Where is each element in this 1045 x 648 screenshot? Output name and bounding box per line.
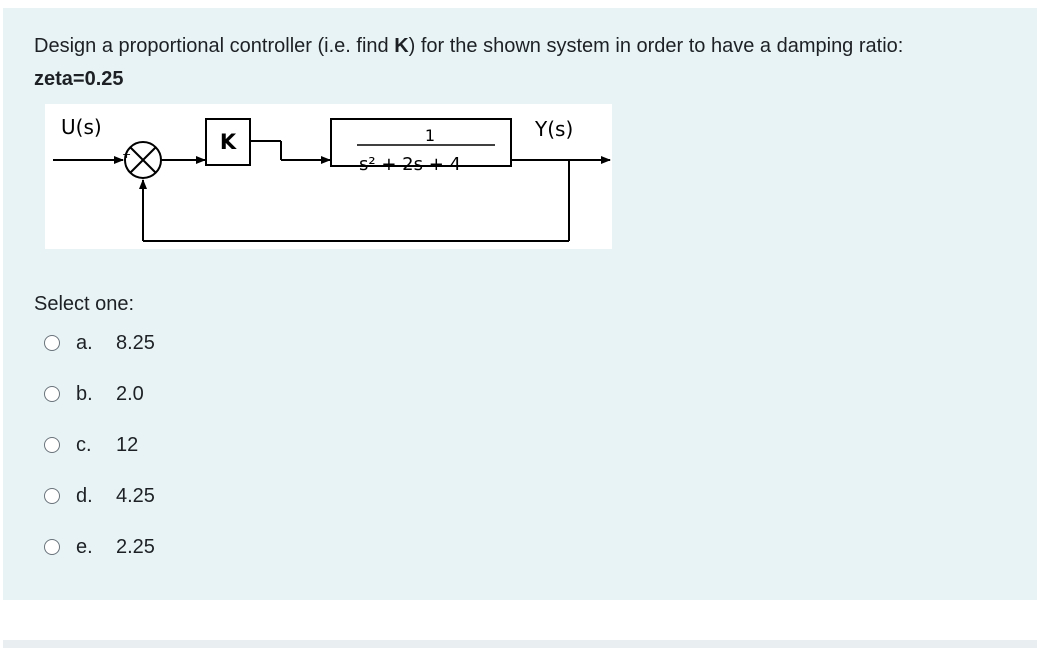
plant-denominator: s² + 2s + 4 [359, 154, 461, 175]
question-text-part-2: ) for the shown system in order to have a damping ratio: [408, 35, 904, 57]
question-bold-k: K [394, 35, 409, 57]
radio-button-b[interactable] [44, 386, 60, 402]
answer-letter-c: c. [76, 433, 92, 456]
block-diagram-svg [45, 104, 612, 249]
answer-option-c[interactable] [44, 432, 204, 458]
radio-button-a[interactable] [44, 335, 60, 351]
answer-option-a[interactable] [44, 330, 204, 356]
summing-plus-sign: + [122, 148, 132, 161]
radio-button-e[interactable] [44, 539, 60, 555]
radio-button-d[interactable] [44, 488, 60, 504]
output-label: Y(s) [535, 117, 574, 141]
answer-letter-e: e. [76, 535, 93, 558]
answer-letter-a: a. [76, 331, 93, 354]
answer-option-d[interactable] [44, 483, 204, 509]
answer-value-c: 12 [116, 433, 139, 456]
answer-value-a: 8.25 [116, 331, 155, 354]
answer-option-e[interactable] [44, 534, 204, 560]
radio-button-c[interactable] [44, 437, 60, 453]
controller-label: K [219, 130, 237, 154]
answer-letter-b: b. [76, 382, 93, 405]
answer-value-e: 2.25 [116, 535, 155, 558]
question-bold-zeta: zeta=0.25 [34, 68, 124, 90]
input-label: U(s) [61, 115, 102, 139]
block-diagram [45, 104, 612, 249]
question-panel [3, 8, 1037, 600]
answer-value-d: 4.25 [116, 484, 155, 507]
plant-numerator: 1 [424, 126, 436, 145]
question-text-part-1: Design a proportional controller (i.e. find [34, 35, 395, 57]
select-one-label: Select one: [34, 293, 135, 315]
answer-value-b: 2.0 [116, 382, 144, 405]
answer-letter-d: d. [76, 484, 93, 507]
next-question-panel-edge [3, 640, 1037, 648]
question-text [34, 30, 994, 96]
answer-option-b[interactable] [44, 381, 204, 407]
